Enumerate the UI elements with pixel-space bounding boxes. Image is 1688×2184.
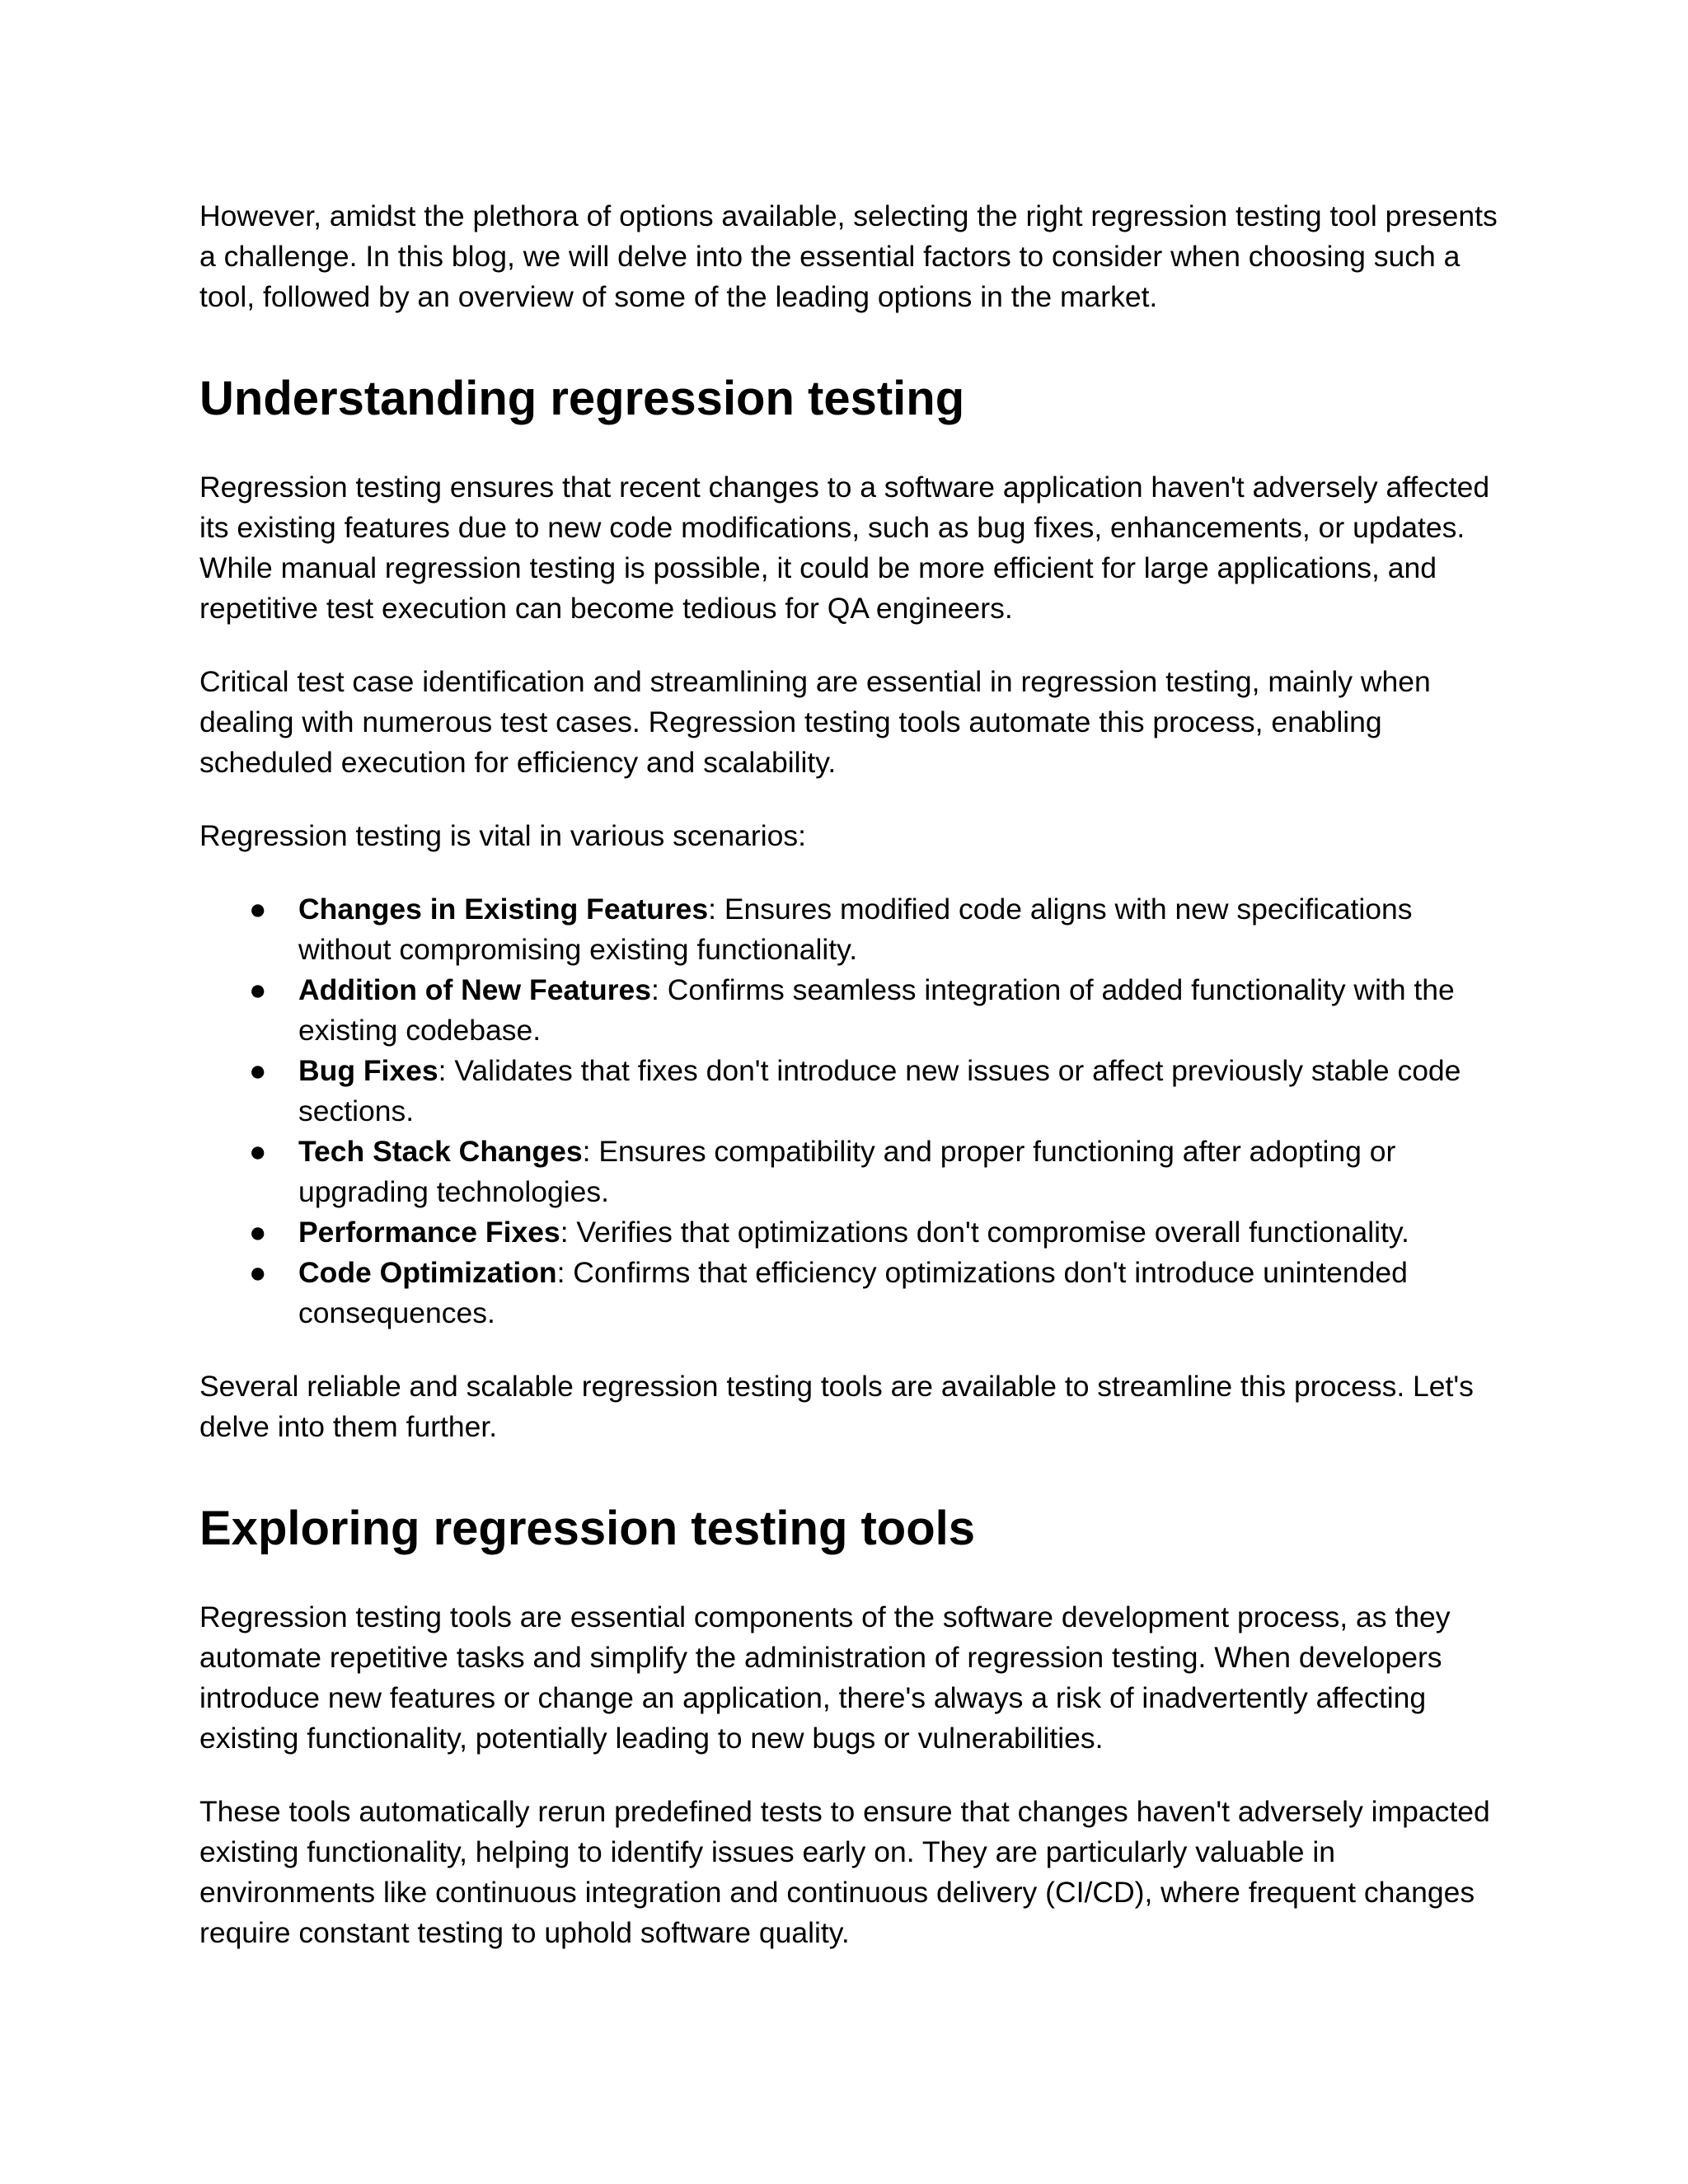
list-item <box>199 1212 1502 1253</box>
document-body <box>199 196 1502 1953</box>
list-item-text: : Validates that fixes don't introduce new issues or affect previously stable code sections. <box>298 1054 1461 1127</box>
bullet-icon: ● <box>249 1256 267 1289</box>
paragraph-tools-available: Several reliable and scalable regression testing tools are available to streamline this process. Let's delve into them further. <box>199 1370 1474 1443</box>
heading-understanding-regression-testing: Understanding regression testing <box>199 372 965 425</box>
list-item <box>199 970 1502 1051</box>
list-item <box>199 1132 1502 1212</box>
list-item-text: : Confirms that efficiency optimizations don't introduce unintended consequences. <box>298 1256 1408 1329</box>
list-item-text: : Confirms seamless integration of added functionality with the existing codebase. <box>298 973 1455 1047</box>
list-item-term: Changes in Existing Features <box>298 893 709 926</box>
list-item-term: Performance Fixes <box>298 1216 560 1249</box>
list-item <box>199 889 1502 970</box>
heading-exploring-regression-testing-tools: Exploring regression testing tools <box>199 1502 976 1555</box>
list-item-term: Code Optimization <box>298 1256 557 1289</box>
bullet-icon: ● <box>249 893 267 926</box>
bullet-icon: ● <box>249 1135 267 1168</box>
scenarios-bullet-list <box>199 889 1502 1333</box>
list-item-text: : Verifies that optimizations don't compromise overall functionality. <box>560 1216 1409 1249</box>
list-item-term: Addition of New Features <box>298 973 651 1006</box>
bullet-icon: ● <box>249 1216 267 1249</box>
bullet-icon: ● <box>249 1054 267 1087</box>
list-item-text: : Ensures compatibility and proper functioning after adopting or upgrading technologies. <box>298 1135 1396 1208</box>
list-item-text: : Ensures modified code aligns with new specifications without compromising existing functionality. <box>298 893 1413 966</box>
list-item-term: Tech Stack Changes <box>298 1135 583 1168</box>
paragraph-tools-rerun: These tools automatically rerun predefined tests to ensure that changes haven't adversely impacted existing functionality, helping to identify issues early on. They are particularly valuable in environments like continuous integration and continuous delivery (CI/CD), where frequent changes require constant testing to uphold software quality. <box>199 1795 1490 1949</box>
paragraph-tools-essential: Regression testing tools are essential components of the software development process, as they automate repetitive tasks and simplify the administration of regression testing. When developers introduce new features or change an application, there's always a risk of inadvertently affecting existing functionality, potentially leading to new bugs or vulnerabilities. <box>199 1601 1451 1755</box>
paragraph-regression-definition: Regression testing ensures that recent changes to a software application haven't adversely affected its existing features due to new code modifications, such as bug fixes, enhancements, or updates. While manual regression testing is possible, it could be more efficient for large applications, and repetitive test execution can become tedious for QA engineers. <box>199 471 1490 625</box>
paragraph-critical-test-case: Critical test case identification and streamlining are essential in regression testing, mainly when dealing with numerous test cases. Regression testing tools automate this process, enabling scheduled execution for efficiency and scalability. <box>199 665 1431 779</box>
list-item-term: Bug Fixes <box>298 1054 438 1087</box>
list-item <box>199 1051 1502 1132</box>
bullet-icon: ● <box>249 973 267 1006</box>
list-item <box>199 1253 1502 1333</box>
intro-paragraph: However, amidst the plethora of options available, selecting the right regression testing tool presents a challenge. In this blog, we will delve into the essential factors to consider when choosing such a tool, followed by an overview of some of the leading options in the market. <box>199 199 1498 313</box>
paragraph-scenarios-intro: Regression testing is vital in various scenarios: <box>199 819 806 852</box>
